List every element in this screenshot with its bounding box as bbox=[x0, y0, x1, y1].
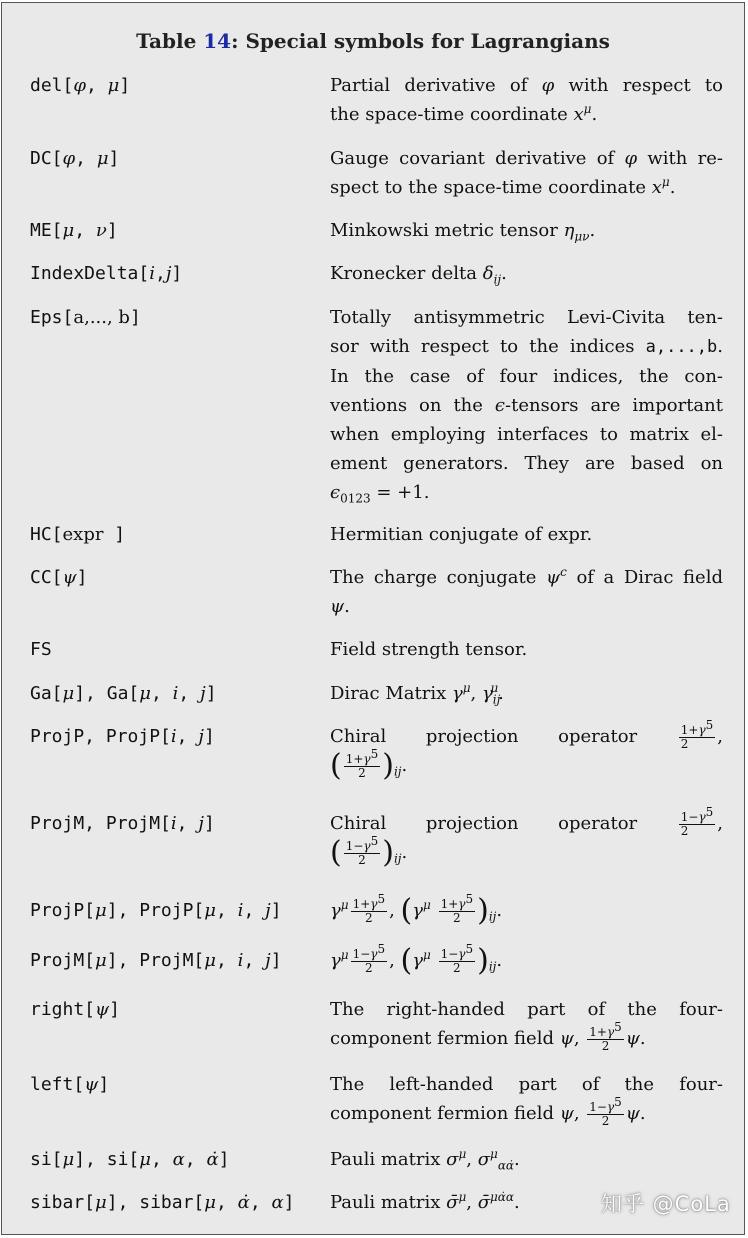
command-cell: ProjP[μ], ProjP[μ, i, j] bbox=[30, 900, 282, 921]
command-cell: left[ψ] bbox=[30, 1074, 110, 1095]
caption-text: : Special symbols for Lagrangians bbox=[231, 29, 610, 53]
command-cell: ME[μ, ν] bbox=[30, 220, 118, 241]
command-cell: CC[ψ] bbox=[30, 567, 88, 588]
description-cell: Dirac Matrix $\gamma^\mu$, $\gamma_{ij}^\mu$. bbox=[330, 681, 504, 707]
description-cell: The right-handed part of the four- component fermion field ψ, $\frac{1+\gamma^5}{2}$ ψ. bbox=[330, 999, 723, 1053]
description-cell: The charge conjugate $\psi^c$ of a Dirac field ψ. bbox=[330, 565, 723, 617]
cmd-0 bbox=[0, 0, 1, 1]
command-cell: right[ψ] bbox=[30, 999, 120, 1020]
description-cell: Totally antisymmetric Levi-Civita ten- sor with respect to the indices a,...,b. In the case of four indices, the con- ventions on the ϵ-tensors are important when employing interfaces to matrix el- ement generators. They are based on $\epsilon_{0123} = +1$. bbox=[330, 307, 723, 506]
command-cell: ProjP, ProjP[i, j] bbox=[30, 726, 215, 747]
watermark: 知乎 @CoLa bbox=[601, 1192, 731, 1216]
description-cell: Field strength tensor. bbox=[330, 639, 528, 660]
command-cell: ProjM, ProjM[i, j] bbox=[30, 813, 215, 834]
description-cell: Chiral projection operator $\frac{1+\gamma^5}{2}$ , ( $\frac{1+\gamma^5}{2}$ )$_{ij}$. bbox=[330, 717, 723, 783]
description-cell: Hermitian conjugate of expr. bbox=[330, 524, 593, 545]
table-caption bbox=[2, 29, 744, 53]
command-cell: HC[expr ] bbox=[30, 524, 126, 545]
description-cell: Gauge covariant derivative of φ with re- spect to the space-time coordinate $x^\mu$. bbox=[330, 148, 724, 198]
command-cell: del[φ, μ] bbox=[30, 75, 131, 96]
command-cell: Ga[μ], Ga[μ, i, j] bbox=[30, 683, 217, 704]
table-number-link[interactable]: 14 bbox=[203, 29, 232, 53]
description-cell: $\gamma^\mu$ $\frac{1-\gamma^5}{2}$ , ($\gamma^\mu$ $\frac{1-\gamma^5}{2}$ )$_{ij}$. bbox=[330, 941, 503, 978]
command-cell: Eps[a,..., b] bbox=[30, 307, 141, 328]
command-cell: DC[φ, μ] bbox=[30, 148, 120, 169]
description-cell: Minkowski metric tensor $\eta_{\mu\nu}$. bbox=[330, 220, 596, 244]
description-cell: Kronecker delta $\delta_{ij}$. bbox=[330, 263, 507, 287]
command-cell: IndexDelta[i,j] bbox=[30, 263, 183, 284]
description-cell: Chiral projection operator $\frac{1-\gamma^5}{2}$ , ( $\frac{1-\gamma^5}{2}$ )$_{ij}$. bbox=[330, 804, 723, 870]
command-cell: sibar[μ], sibar[μ, α̇, α] bbox=[30, 1192, 295, 1213]
description-cell: Pauli matrix $\sigma^\mu$, $\sigma^\mu_{\alpha\alphȧ}$. bbox=[330, 1147, 520, 1173]
table-frame bbox=[1, 2, 745, 1235]
command-cell: ProjM[μ], ProjM[μ, i, j] bbox=[30, 950, 282, 971]
description-cell: $\gamma^\mu$ $\frac{1+\gamma^5}{2}$ , ($\gamma^\mu$ $\frac{1+\gamma^5}{2}$ )$_{ij}$. bbox=[330, 891, 503, 928]
description-cell: The left-handed part of the four- component fermion field ψ, $\frac{1-\gamma^5}{2}$ ψ. bbox=[330, 1074, 723, 1128]
caption-prefix: Table bbox=[136, 29, 204, 53]
command-cell: si[μ], si[μ, α, α̇] bbox=[30, 1149, 230, 1170]
description-cell: Partial derivative of φ with respect to the space-time coordinate $x^\mu$. bbox=[330, 75, 723, 125]
row-data-sr bbox=[0, 0, 1, 1]
command-cell: FS bbox=[30, 639, 52, 660]
description-cell: Pauli matrix σ̄$^\mu$, σ̄$^{\mu\alphȧ\alpha}$. bbox=[330, 1190, 520, 1213]
